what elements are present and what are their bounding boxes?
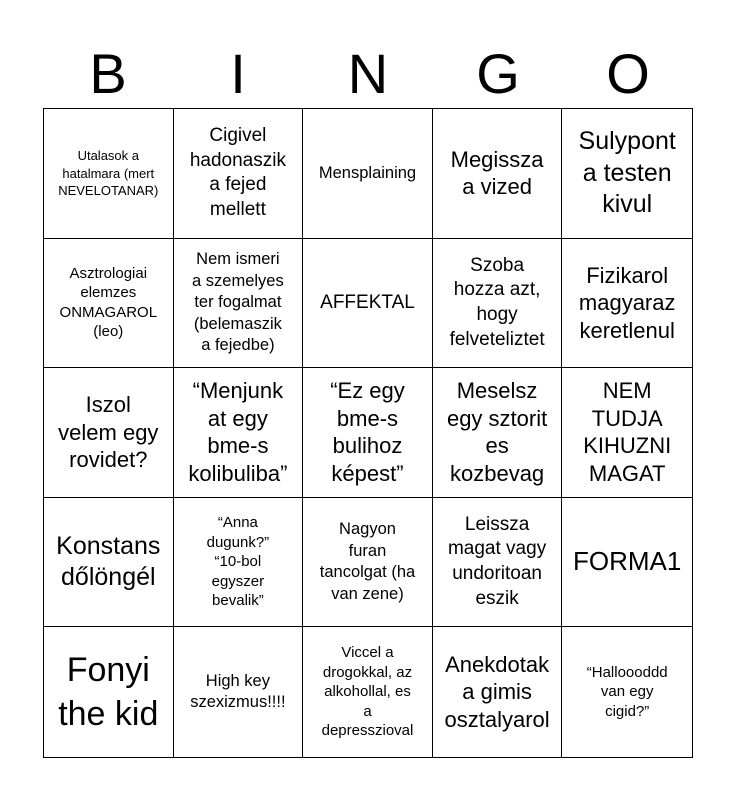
- bingo-cell[interactable]: Viccel a drogokkal, az alkohollal, es a depresszioval: [303, 627, 433, 757]
- bingo-cell[interactable]: Nagyon furan tancolgat (ha van zene): [303, 498, 433, 628]
- bingo-grid: [43, 108, 693, 758]
- bingo-cell[interactable]: Mensplaining: [303, 109, 433, 239]
- bingo-cell[interactable]: “Anna dugunk?” “10-bol egyszer bevalik”: [174, 498, 304, 628]
- bingo-header: [43, 40, 693, 108]
- bingo-cell[interactable]: NEM TUDJA KIHUZNI MAGAT: [562, 368, 692, 498]
- bingo-cell[interactable]: Leissza magat vagy undoritoan eszik: [433, 498, 563, 628]
- header-letter-n: N: [347, 42, 389, 105]
- bingo-cell[interactable]: Konstans dőlöngél: [44, 498, 174, 628]
- bingo-cell[interactable]: Szoba hozza azt, hogy felveteliztet: [433, 239, 563, 369]
- header-letter-o: O: [606, 42, 650, 105]
- bingo-cell[interactable]: “Ez egy bme-s bulihoz képest”: [303, 368, 433, 498]
- bingo-cell[interactable]: Nem ismeri a szemelyes ter fogalmat (belemaszik a fejedbe): [174, 239, 304, 369]
- header-letter-b: B: [89, 42, 127, 105]
- bingo-cell[interactable]: FORMA1: [562, 498, 692, 628]
- bingo-cell[interactable]: “Menjunk at egy bme-s kolibuliba”: [174, 368, 304, 498]
- bingo-cell[interactable]: Fizikarol magyaraz keretlenul: [562, 239, 692, 369]
- bingo-cell[interactable]: High key szexizmus!!!!: [174, 627, 304, 757]
- bingo-cell[interactable]: Anekdotak a gimis osztalyarol: [433, 627, 563, 757]
- bingo-cell[interactable]: Sulypont a testen kivul: [562, 109, 692, 239]
- bingo-cell[interactable]: Megissza a vized: [433, 109, 563, 239]
- bingo-cell[interactable]: “Halloooddd van egy cigid?”: [586, 663, 668, 720]
- bingo-cell[interactable]: Asztrologiai elemzes ONMAGAROL (leo): [44, 239, 174, 369]
- header-letter-i: I: [230, 42, 246, 105]
- bingo-cell[interactable]: Meselsz egy sztorit es kozbevag: [433, 368, 563, 498]
- bingo-cell[interactable]: Fonyi the kid: [44, 627, 174, 757]
- bingo-cell[interactable]: Cigivel hadonaszik a fejed mellett: [174, 109, 304, 239]
- bingo-cell[interactable]: Iszol velem egy rovidet?: [44, 368, 174, 498]
- bingo-cell[interactable]: Utalasok a hatalmara (mert NEVELOTANAR): [44, 109, 174, 239]
- header-letter-g: G: [476, 42, 520, 105]
- bingo-cell[interactable]: AFFEKTAL: [303, 239, 433, 369]
